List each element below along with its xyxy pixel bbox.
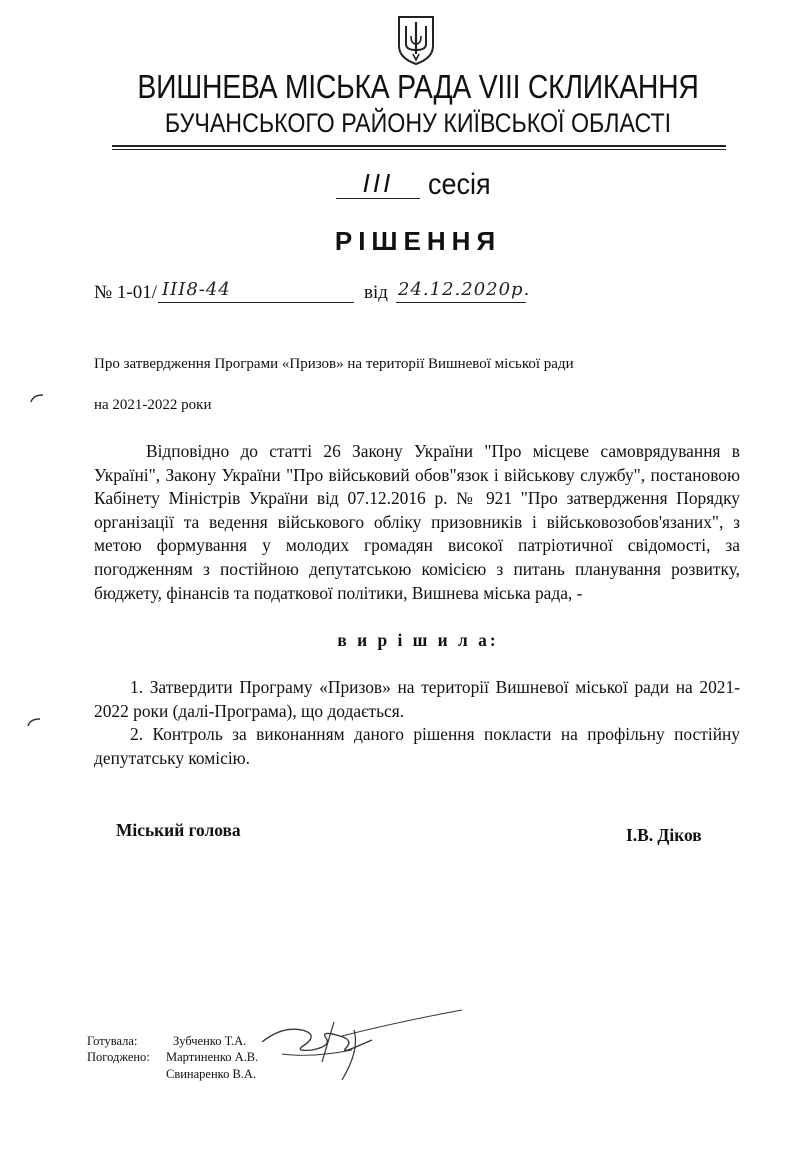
handwritten-signature xyxy=(222,1000,472,1090)
session-number: III xyxy=(336,168,420,199)
mayor-label: Міський голова xyxy=(116,820,241,840)
prepared-by-name: Зубченко Т.А. xyxy=(173,1034,247,1048)
decision-number-prefix: № 1-01/ xyxy=(94,282,157,303)
decision-number-handwritten: III8-44 xyxy=(162,279,231,300)
resolution-item-2: 2. Контроль за виконанням даного рішення покласти на профільну постійну депутатську комісію. xyxy=(94,724,740,768)
document-title: РІШЕННЯ xyxy=(334,226,502,256)
council-heading: ВИШНЕВА МІСЬКА РАДА VIII СКЛИКАННЯ xyxy=(137,68,699,105)
resolution-item-1: 1. Затвердити Програму «Призов» на території Вишневої міської ради на 2021-2022 роки (далі-Програма), що додається. xyxy=(94,677,740,721)
header-divider-thin xyxy=(112,149,726,150)
agreed-by-label: Погоджено: xyxy=(87,1050,150,1064)
agreed-by-name-2: Свинаренко В.А. xyxy=(166,1067,257,1081)
subject-line-1: Про затвердження Програми «Призов» на території Вишневої міської ради xyxy=(94,356,574,372)
margin-mark xyxy=(27,717,41,727)
decision-date-handwritten: 24.12.2020р. xyxy=(398,279,531,300)
preamble-paragraph: Відповідно до статті 26 Закону України "Про місцеве самоврядування в Україні", Закону України "Про військовий обов"язок і військову службу", постановою Кабінету Міністрів України від 07.12.2016 р. № 921 "Про затвердження Порядку організації та ведення військового обліку призовників і військовозобов'язаних", з метою формування у молодих громадян високої патріотичної свідомості, за погодженням з постійною депутатською комісією з питань планування розвитку, бюджету, фінансів та податкової політики, Вишнева міська рада, - xyxy=(94,441,740,603)
margin-mark xyxy=(30,393,44,403)
agreed-by-name-1: Мартиненко А.В. xyxy=(166,1050,259,1064)
district-heading: БУЧАНСЬКОГО РАЙОНУ КИЇВСЬКОЇ ОБЛАСТІ xyxy=(164,108,672,138)
session-label: сесія xyxy=(428,168,491,201)
mayor-name: І.В. Діков xyxy=(626,825,702,845)
subject-line-2: на 2021-2022 роки xyxy=(94,397,212,413)
header-divider xyxy=(112,145,726,147)
prepared-by-label: Готувала: xyxy=(87,1034,138,1048)
decision-date-prefix: від xyxy=(364,282,388,303)
resolution-heading: в и р і ш и л а: xyxy=(337,630,499,650)
trident-coat-of-arms-icon xyxy=(396,14,436,66)
